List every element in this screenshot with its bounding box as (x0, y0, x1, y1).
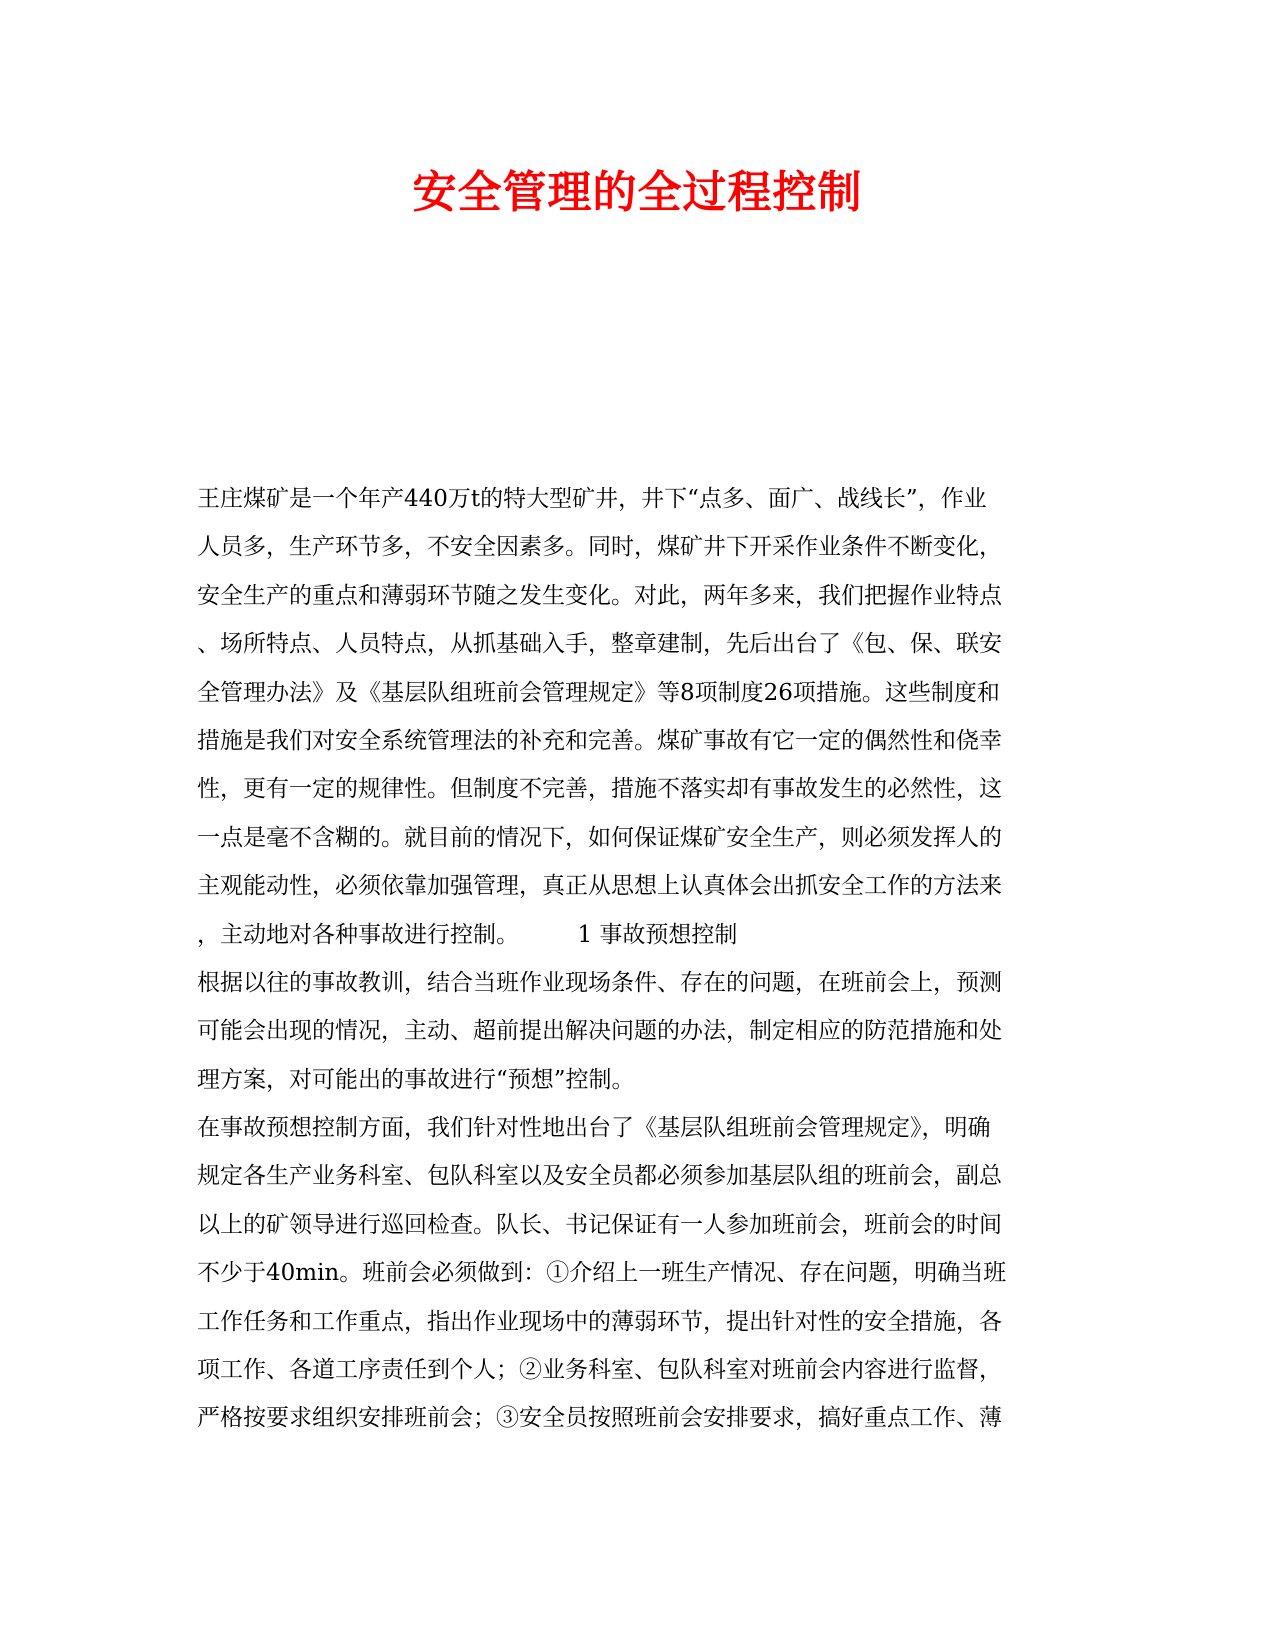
body-line-9: 主观能动性，必须依靠加强管理，真正从思想上认真体会出抓安全工作的方法来 (197, 873, 1002, 900)
body-line-10: ，主动地对各种事故进行控制。 1 事故预想控制 (197, 921, 738, 948)
body-line-4: 、场所特点、人员特点，从抓基础入手，整章建制，先后出台了《包、保、联安 (197, 631, 1002, 658)
body-line-12: 可能会出现的情况，主动、超前提出解决问题的办法，制定相应的防范措施和处 (197, 1018, 1002, 1045)
body-line-1: 王庄煤矿是一个年产440万t的特大型矿井，井下“点多、面广、战线长”，作业 (197, 486, 987, 512)
body-line-13: 理方案，对可能出的事故进行“预想”控制。 (197, 1066, 635, 1093)
body-line-18: 工作任务和工作重点，指出作业现场中的薄弱环节，提出针对性的安全措施，各 (197, 1308, 1002, 1335)
body-line-19: 项工作、各道工序责任到个人；②业务科室、包队科室对班前会内容进行监督， (197, 1357, 1002, 1384)
document-title: 安全管理的全过程控制 (412, 167, 863, 218)
body-line-6: 措施是我们对安全系统管理法的补充和完善。煤矿事故有它一定的偶然性和侥幸 (197, 727, 1002, 754)
body-line-2: 人员多，生产环节多，不安全因素多。同时，煤矿井下开采作业条件不断变化， (197, 534, 1002, 561)
body-line-8: 一点是毫不含糊的。就目前的情况下，如何保证煤矿安全生产，则必须发挥人的 (197, 824, 1002, 851)
body-line-11: 根据以往的事故教训，结合当班作业现场条件、存在的问题，在班前会上，预测 (197, 969, 1002, 996)
body-line-17: 不少于40min。班前会必须做到：①介绍上一班生产情况、存在问题，明确当班 (197, 1260, 1007, 1287)
body-line-14: 在事故预想控制方面，我们针对性地出台了《基层队组班前会管理规定》，明确 (197, 1115, 991, 1142)
body-line-7: 性，更有一定的规律性。但制度不完善，措施不落实却有事故发生的必然性，这 (197, 776, 1002, 803)
body-line-16: 以上的矿领导进行巡回检查。队长、书记保证有一人参加班前会，班前会的时间 (197, 1211, 1002, 1238)
document-body (197, 475, 1077, 1443)
body-line-20: 严格按要求组织安排班前会；③安全员按照班前会安排要求，搞好重点工作、薄 (197, 1405, 1002, 1432)
body-line-3: 安全生产的重点和薄弱环节随之发生变化。对此，两年多来，我们把握作业特点 (197, 582, 1002, 609)
body-line-5: 全管理办法》及《基层队组班前会管理规定》等8项制度26项措施。这些制度和 (197, 679, 1000, 706)
body-line-15: 规定各生产业务科室、包队科室以及安全员都必须参加基层队组的班前会，副总 (197, 1163, 1002, 1190)
